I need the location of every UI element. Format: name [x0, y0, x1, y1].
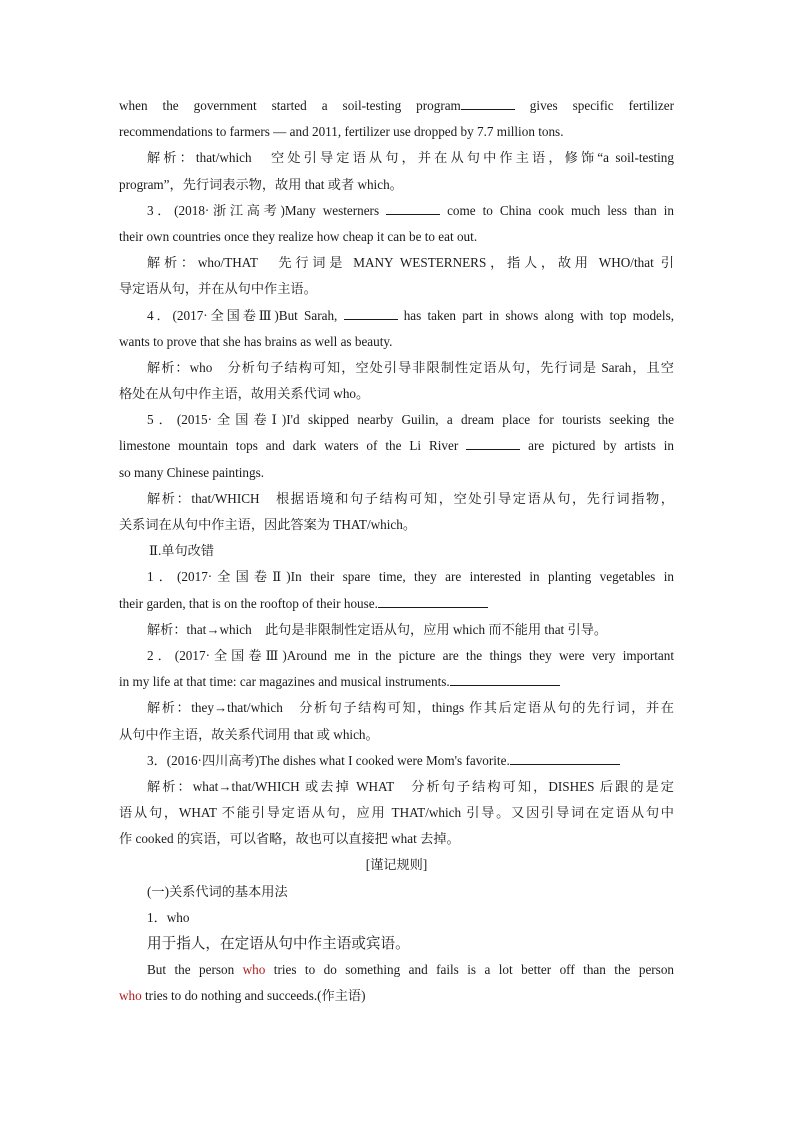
correction-2: 2．(2017·全国卷Ⅲ)Around me in the picture are the things they were very important [147, 647, 674, 663]
answer-explanation: 解析：they→that/which 分析句子结构可知，things 作其后定语从句的先行词，并在 [147, 700, 674, 716]
answer-explanation: 解析：who 分析句子结构可知，空处引导非限制性定语从句，先行词是 Sarah，且空 [147, 359, 674, 375]
text-line: so many Chinese paintings. [119, 464, 265, 480]
answer-blank [378, 595, 488, 608]
rules-heading: [谨记规则] [365, 857, 428, 873]
answer-explanation: 解析：that/WHICH 根据语境和句子结构可知，空处引导定语从句，先行词指物， [147, 490, 674, 506]
answer-explanation: 语从句，WHAT 不能引导定语从句，应用 THAT/which 引导。又因引导词在定语从句中 [119, 805, 674, 821]
highlighted-word: who [242, 962, 266, 978]
text-line: in my life at that time: car magazines and musical instruments. [119, 669, 674, 695]
subsection-heading: (一)关系代词的基本用法 [147, 883, 288, 899]
text-line: when the government started a soil-testing program gives specific fertilizer [119, 98, 674, 113]
question-4: 4．(2017·全国卷Ⅲ)But Sarah, has taken part in shows along with top models, [147, 307, 674, 323]
answer-explanation: 从句中作主语，故关系代词用 that 或 which。 [119, 726, 379, 742]
answer-explanation: program”，先行词表示物，故用 that 或者 which。 [119, 176, 403, 192]
answer-explanation: 解析：what→that/WHICH 或去掉 WHAT 分析句子结构可知，DISHES 后跟的是定 [147, 778, 674, 794]
text-line: wants to prove that she has brains as well as beauty. [119, 333, 393, 349]
answer-explanation: 解析：that/which 空处引导定语从句，并在从句中作主语，修饰“a soil-testing [147, 150, 674, 166]
question-3: 3．(2018·浙江高考)Many westerners come to China cook much less than in [147, 202, 674, 218]
text-line: their own countries once they realize how cheap it can be to eat out. [119, 228, 478, 244]
answer-explanation: 解析：who/THAT 先行词是 MANY WESTERNERS，指人，故用 WHO/that 引 [147, 255, 674, 271]
text-line: recommendations to farmers — and 2011, fertilizer use dropped by 7.7 million tons. [119, 124, 564, 140]
answer-explanation: 导定语从句，并在从句中作主语。 [119, 281, 317, 297]
example-sentence: who tries to do nothing and succeeds.(作主语) [119, 988, 366, 1004]
answer-blank [450, 673, 560, 686]
answer-blank [510, 752, 620, 765]
usage-description: 用于指人，在定语从句中作主语或宾语。 [147, 936, 410, 952]
correction-1: 1．(2017·全国卷Ⅱ)In their spare time, they are interested in planting vegetables in [147, 569, 674, 585]
section-heading: Ⅱ.单句改错 [149, 543, 215, 559]
answer-blank [461, 97, 515, 110]
text-line: their garden, that is on the rooftop of their house. [119, 591, 674, 617]
document-page [119, 93, 674, 1010]
answer-explanation: 作 cooked 的宾语，可以省略，故也可以直接把 what 去掉。 [119, 831, 460, 847]
answer-blank [386, 202, 440, 215]
correction-3: 3．(2016·四川高考)The dishes what I cooked were Mom's favorite. [119, 748, 674, 774]
question-5: 5．(2015·全国卷Ⅰ)I'd skipped nearby Guilin, a dream place for tourists seeking the [147, 412, 674, 428]
answer-explanation: 解析：that→which 此句是非限制性定语从句，应用 which 而不能用 that 引导。 [147, 621, 608, 637]
answer-blank [344, 307, 398, 320]
example-sentence: But the person who tries to do something and fails is a lot better off than the person [147, 962, 674, 978]
highlighted-word: who [119, 988, 142, 1004]
answer-blank [466, 437, 520, 450]
answer-explanation: 关系词在从句中作主语，因此答案为 THAT/which。 [119, 517, 417, 532]
item-heading: 1．who [147, 909, 190, 925]
text-line: limestone mountain tops and dark waters of the Li River are pictured by artists in [119, 438, 674, 454]
answer-explanation: 格处在从句中作主语，故用关系代词 who。 [119, 386, 370, 402]
